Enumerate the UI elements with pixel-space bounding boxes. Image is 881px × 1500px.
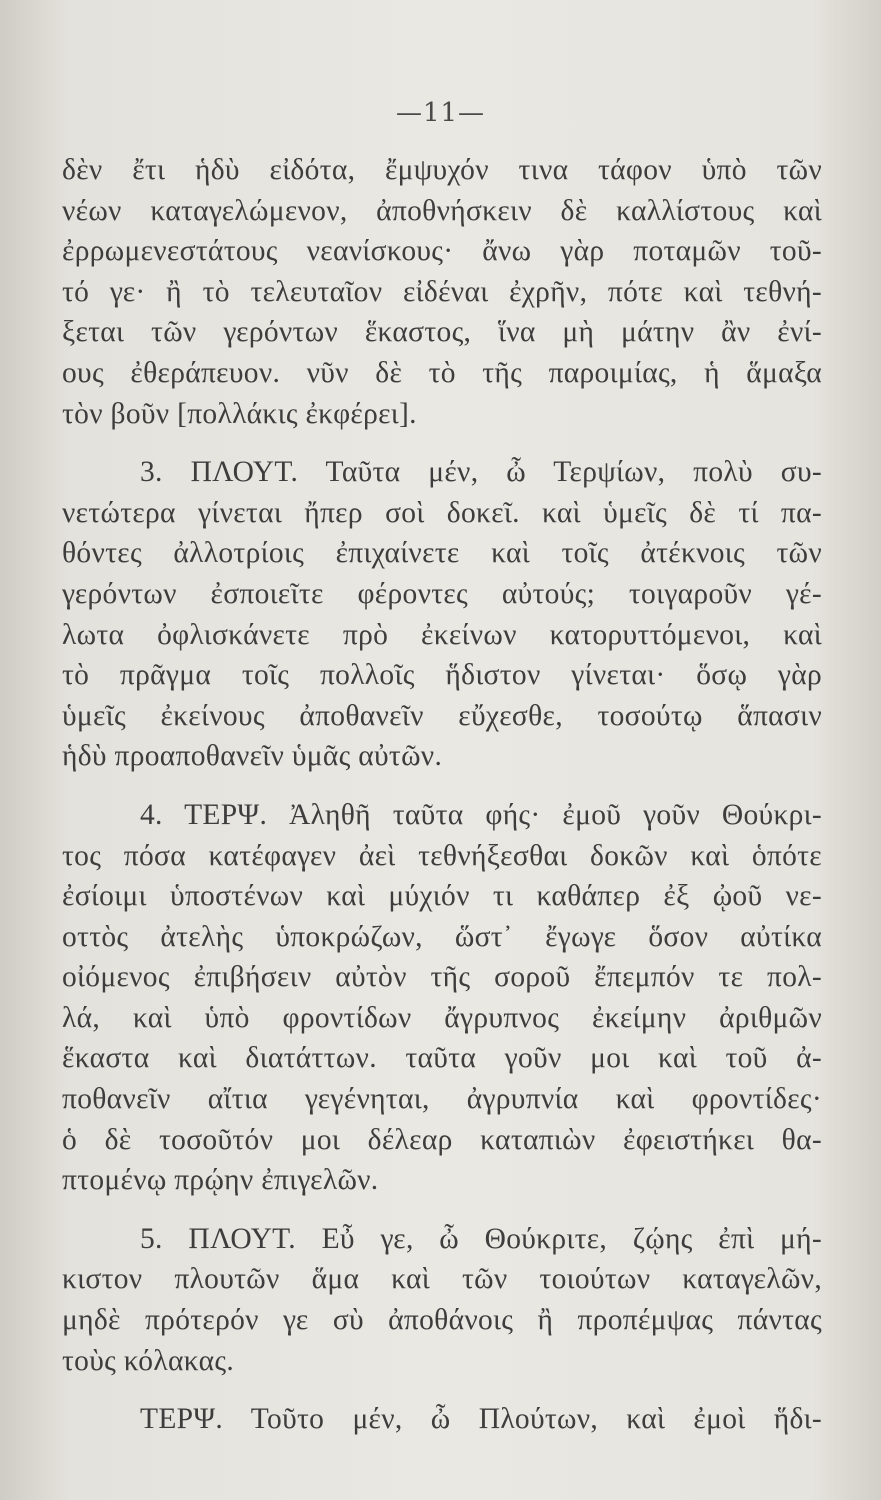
text-line: τὸν βοῦν [πολλάκις ἐκφέρει].	[62, 397, 417, 430]
text-line: ἐσίοιμι ὑποστένων καὶ μύχιόν τι καθάπερ ἐξ ᾠοῦ νε-	[62, 880, 822, 913]
text-line: ὁ δὲ τοσοῦτόν μοι δέλεαρ καταπιὼν ἐφειστήκει θα-	[62, 1123, 822, 1156]
text-line: νέων καταγελώμενον, ἀποθνήσκειν δὲ καλλίστους καὶ	[62, 194, 822, 227]
text-line: 3. ΠΛΟΥΤ. Ταῦτα μέν, ὦ Τερψίων, πολὺ συ-	[140, 456, 822, 489]
page-number: —11—	[395, 98, 486, 128]
text-line: λωτα ὀφλισκάνετε πρὸ ἐκείνων κατορυττόμενοι, καὶ	[62, 618, 822, 651]
text-line: γερόντων ἐσποιεῖτε φέροντες αὐτούς; τοιγαροῦν γέ-	[62, 577, 822, 610]
text-line: τὸ πρᾶγμα τοῖς πολλοῖς ἥδιστον γίνεται· ὅσῳ γὰρ	[62, 659, 822, 692]
text-line: νετώτερα γίνεται ἤπερ σοὶ δοκεῖ. καὶ ὑμεῖς δὲ τί πα-	[62, 496, 822, 529]
text-line: δὲν ἔτι ἡδὺ εἰδότα, ἔμψυχόν τινα τάφον ὑπὸ τῶν	[62, 154, 822, 186]
text-line: ὑμεῖς ἐκείνους ἀποθανεῖν εὔχεσθε, τοσούτῳ ἅπασιν	[62, 699, 822, 732]
text-line: ΤΕΡΨ. Τοῦτο μέν, ὦ Πλούτων, καὶ ἐμοὶ ἥδι-	[140, 1403, 822, 1436]
paragraph-2	[62, 452, 822, 777]
text-line: ους ἐθεράπευον. νῦν δὲ τὸ τῆς παροιμίας, ἡ ἅμαξα	[62, 356, 822, 389]
text-line: λά, καὶ ὑπὸ φροντίδων ἄγρυπνος ἐκείμην ἀριθμῶν	[62, 1001, 822, 1034]
text-line: ἕκαστα καὶ διατάττων. ταῦτα γοῦν μοι καὶ τοῦ ἀ-	[62, 1042, 822, 1075]
text-line: κιστον πλουτῶν ἅμα καὶ τῶν τοιούτων καταγελῶν,	[62, 1263, 822, 1296]
text-line: ξεται τῶν γερόντων ἕκαστος, ἵνα μὴ μάτην ἂν ἐνί-	[62, 316, 822, 349]
text-line: ἡδὺ προαποθανεῖν ὑμᾶς αὐτῶν.	[62, 740, 443, 773]
text-line: τος πόσα κατέφαγεν ἀεὶ τεθνήξεσθαι δοκῶν καὶ ὁπότε	[62, 839, 822, 872]
paragraph-1	[62, 150, 822, 434]
text-line: ποθανεῖν αἴτια γεγένηται, ἀγρυπνία καὶ φροντίδες·	[62, 1083, 822, 1116]
text-line: 5. ΠΛΟΥΤ. Εὖ γε, ὦ Θούκριτε, ζῴης ἐπὶ μή-	[140, 1222, 822, 1255]
paragraph-4	[62, 1219, 822, 1381]
paragraph-3	[62, 795, 822, 1201]
text-line: μηδὲ πρότερόν γε σὺ ἀποθάνοις ἢ προπέμψας πάντας	[62, 1304, 822, 1337]
text-line: 4. ΤΕΡΨ. Ἀληθῆ ταῦτα φής· ἐμοῦ γοῦν Θούκρι-	[140, 798, 822, 831]
text-line: θόντες ἀλλοτρίοις ἐπιχαίνετε καὶ τοῖς ἀτέκνοις τῶν	[62, 537, 822, 570]
text-line: οττὸς ἀτελὴς ὑποκρώζων, ὥστ᾽ ἔγωγε ὅσον αὐτίκα	[62, 920, 822, 953]
text-line: τό γε· ἢ τὸ τελευταῖον εἰδέναι ἐχρῆν, πότε καὶ τεθνή-	[62, 275, 822, 308]
text-line: πτομένῳ πρῴην ἐπιγελῶν.	[62, 1164, 379, 1197]
text-line: τοὺς κόλακας.	[62, 1344, 235, 1377]
text-line: οἰόμενος ἐπιβήσειν αὐτὸν τῆς σοροῦ ἔπεμπόν τε πολ-	[62, 961, 822, 994]
paragraph-5	[62, 1399, 822, 1440]
body-text	[62, 150, 822, 1458]
text-line: ἐρρωμενεστάτους νεανίσκους· ἄνω γὰρ ποταμῶν τοῦ-	[62, 235, 822, 268]
